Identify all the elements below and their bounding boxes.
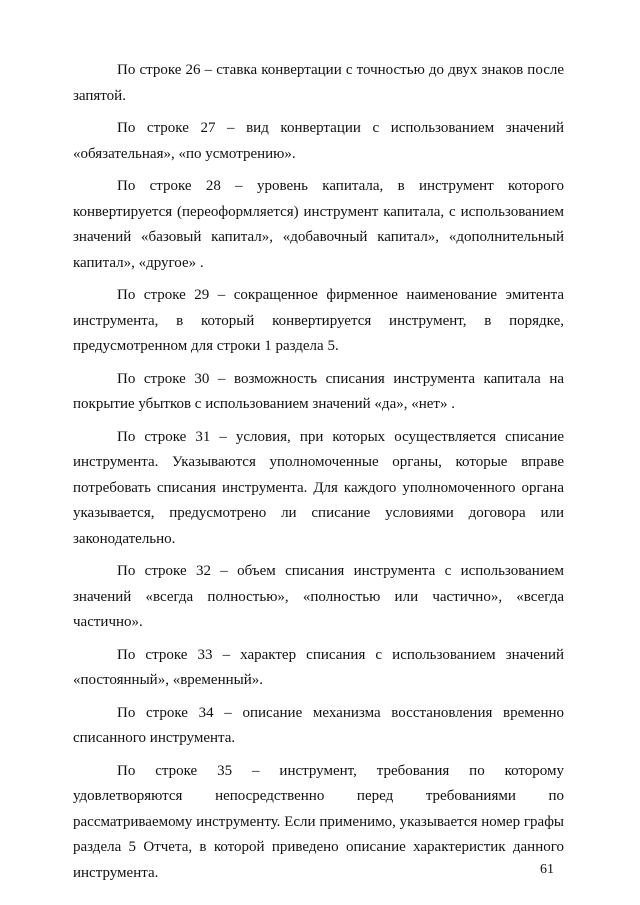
paragraph-row-34: По строке 34 – описание механизма восстановления временно списанного инструмента. [73, 704, 564, 746]
paragraph-row-29: По строке 29 – сокращенное фирменное наименование эмитента инструмента, в который конвертируется инструмент, в порядке, предусмотренном для строки 1 раздела 5. [73, 287, 564, 354]
paragraph-row-27: По строке 27 – вид конвертации с использованием значений «обязательная», «по усмотрению». [73, 120, 564, 162]
body-text [73, 58, 564, 893]
paragraph-row-35: По строке 35 – инструмент, требования по которому удовлетворяются непосредственно перед требованиями по рассматриваемому инструменту. Если применимо, указывается номер графы раздела 5 Отчета, в которой приведено описание характеристик данного инструмента. [73, 762, 564, 881]
paragraph-row-32: По строке 32 – объем списания инструмента с использованием значений «всегда полностью», «полностью или частично», «всегда частично». [73, 563, 564, 630]
paragraph-row-30: По строке 30 – возможность списания инструмента капитала на покрытие убытков с использованием значений «да», «нет» . [73, 370, 564, 412]
paragraph-row-26: По строке 26 – ставка конвертации с точностью до двух знаков после запятой. [73, 62, 564, 104]
paragraph-row-31: По строке 31 – условия, при которых осуществляется списание инструмента. Указываются уполномоченные органы, которые вправе потребовать списания инструмента. Для каждого уполномоченного органа указывается, предусмотрено ли списание условиями договора или законодательно. [73, 428, 564, 547]
paragraph-row-33: По строке 33 – характер списания с использованием значений «постоянный», «временный». [73, 646, 564, 688]
page-number: 61 [540, 862, 554, 877]
paragraph-row-28: По строке 28 – уровень капитала, в инструмент которого конвертируется (переоформляется) инструмент капитала, с использованием значений «базовый капитал», «добавочный капитал», «дополнительный капитал», «другое» . [73, 178, 564, 271]
